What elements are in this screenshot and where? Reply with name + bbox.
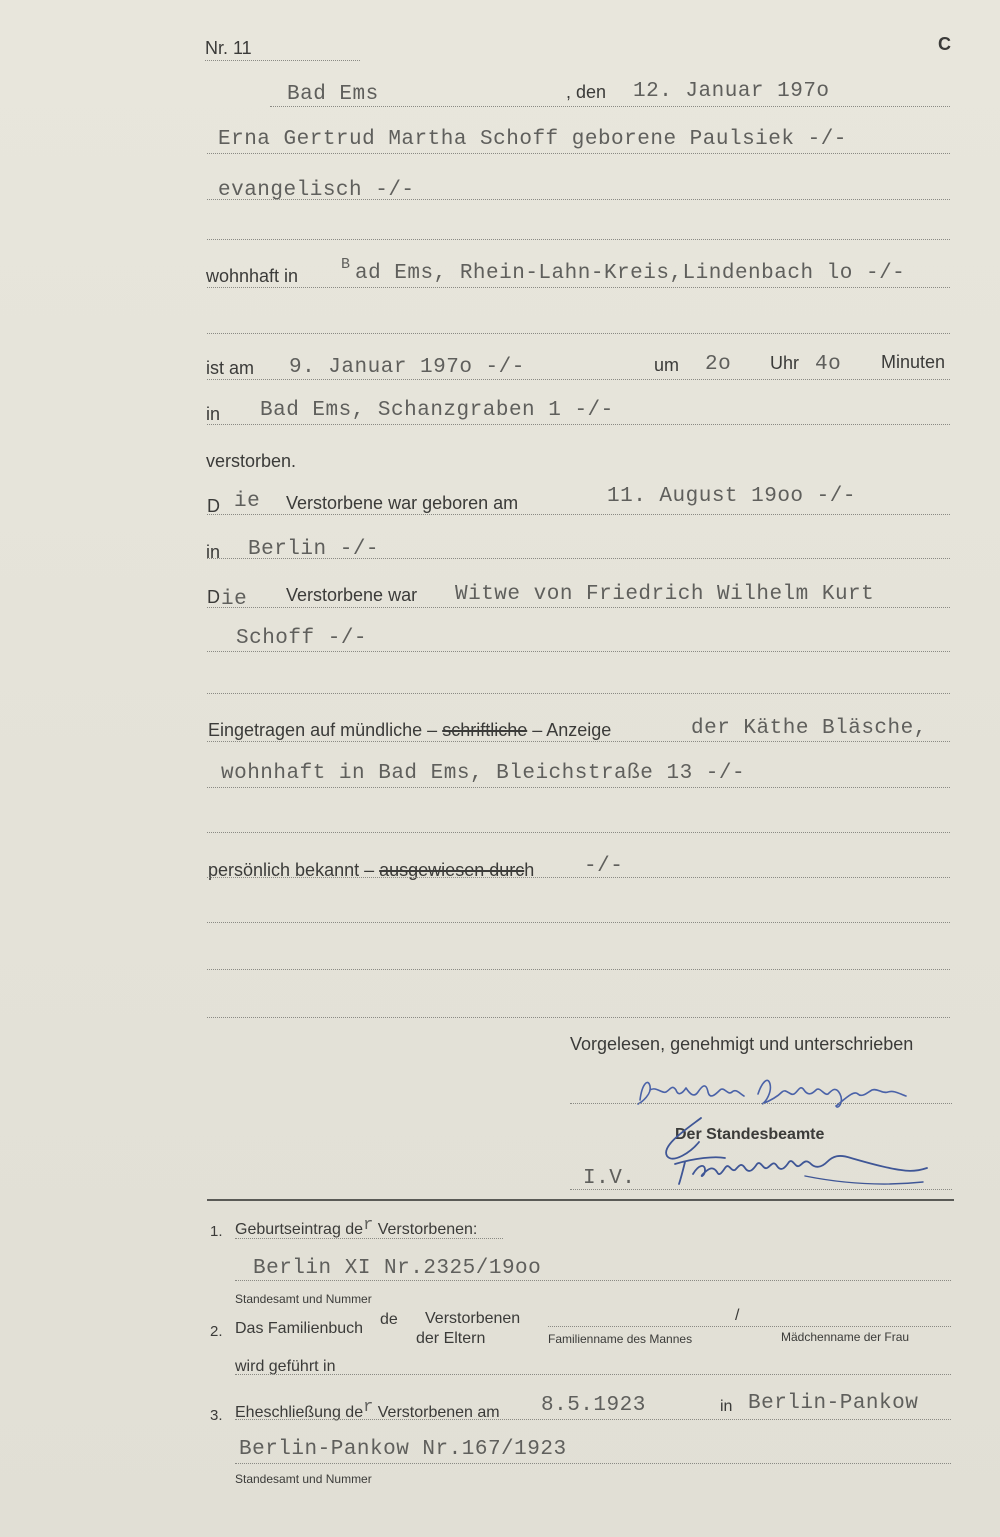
uhr-label: Uhr bbox=[770, 353, 800, 373]
birth-place: Berlin -/- bbox=[248, 538, 380, 561]
report-label bbox=[208, 720, 611, 741]
footer-item3-label-r: r bbox=[363, 1398, 374, 1417]
footer-item2-option-deceased: Verstorbenen bbox=[425, 1310, 521, 1327]
footer-item2-option-parents: der Eltern bbox=[416, 1330, 486, 1347]
marital-d-label: D bbox=[207, 587, 220, 607]
reporter-signature bbox=[632, 1072, 922, 1112]
minuten-label: Minuten bbox=[881, 352, 946, 372]
identity-typed: -/- bbox=[584, 855, 624, 878]
footer-item1-value-line bbox=[235, 1280, 951, 1281]
marriage-place: Berlin-Pankow bbox=[748, 1392, 919, 1415]
footer-item2-label: Das Familienbuch bbox=[235, 1320, 364, 1337]
residence-cap: B bbox=[341, 256, 351, 273]
death-place-line bbox=[207, 424, 950, 425]
identity-label-tail: h bbox=[524, 860, 535, 880]
birth-d-label: D bbox=[207, 496, 220, 516]
footer-item3-label-a: Eheschließung de bbox=[235, 1404, 364, 1421]
death-hour: 2o bbox=[705, 353, 732, 376]
footer-item3-line bbox=[235, 1419, 951, 1420]
footer-item3-in: in bbox=[720, 1398, 733, 1415]
residence-label: wohnhaft in bbox=[206, 266, 299, 286]
registrar-signature-line bbox=[570, 1189, 952, 1190]
registrar-signature bbox=[655, 1112, 935, 1196]
death-date: 9. Januar 197o -/- bbox=[289, 356, 525, 379]
marital-line-2 bbox=[207, 651, 950, 652]
footer-item2-line bbox=[235, 1374, 951, 1375]
registrar-label: Der Standesbeamte bbox=[675, 1126, 825, 1143]
birth-date-line bbox=[207, 514, 950, 515]
marital-line-1 bbox=[207, 607, 950, 608]
marital-label: Verstorbene war bbox=[286, 585, 418, 605]
blank-line-7 bbox=[207, 1017, 950, 1018]
identity-label-part1: persönlich bekannt – bbox=[208, 860, 375, 880]
register-number-text: Nr. 11 bbox=[205, 38, 252, 58]
footer-item3-label-b: Verstorbenen am bbox=[377, 1404, 500, 1421]
report-label-part2: – Anzeige bbox=[532, 720, 612, 740]
blank-line-3 bbox=[207, 693, 950, 694]
footer-item2-name-line bbox=[548, 1326, 951, 1327]
registry-date: 12. Januar 197o bbox=[633, 80, 830, 103]
corner-letter: C bbox=[938, 34, 951, 54]
religion-line bbox=[207, 199, 950, 200]
footer-item2-caption-husband: Familienname des Mannes bbox=[548, 1332, 693, 1346]
footer-item2-de: de bbox=[380, 1311, 398, 1328]
reporter-signature-line bbox=[570, 1103, 952, 1104]
report-label-part1: Eingetragen auf mündliche – bbox=[208, 720, 438, 740]
footer-item1-number: 1. bbox=[210, 1223, 223, 1240]
section-divider bbox=[207, 1199, 954, 1201]
footer-item1-label-r: r bbox=[363, 1216, 374, 1235]
footer-item1-caption: Standesamt und Nummer bbox=[235, 1292, 372, 1306]
iv-label: I.V. bbox=[583, 1167, 636, 1190]
deceased-residence: ad Ems, Rhein-Lahn-Kreis,Lindenbach lo -/- bbox=[355, 262, 906, 285]
identity-label-struck: ausgewiesen durc bbox=[379, 860, 525, 880]
deceased-name: Erna Gertrud Martha Schoff geborene Paulsiek -/- bbox=[218, 128, 847, 151]
birth-place-line bbox=[207, 558, 950, 559]
marital-status-line1: Witwe von Friedrich Wilhelm Kurt bbox=[455, 583, 875, 606]
birth-ie: ie bbox=[234, 490, 261, 513]
footer-item3-label bbox=[235, 1398, 500, 1423]
death-minutes: 4o bbox=[815, 353, 842, 376]
footer-item3-caption: Standesamt und Nummer bbox=[235, 1472, 372, 1486]
footer-item1-label-b: Verstorbenen: bbox=[377, 1221, 478, 1238]
footer-item2-number: 2. bbox=[210, 1323, 223, 1340]
blank-line-2 bbox=[207, 333, 950, 334]
place-date-line bbox=[270, 106, 950, 107]
footer-item2-caption-wife: Mädchenname der Frau bbox=[781, 1330, 910, 1344]
verstorben-label: verstorben. bbox=[206, 451, 297, 471]
blank-line-4 bbox=[207, 832, 950, 833]
footer-item2-slash: / bbox=[735, 1307, 740, 1324]
informant-address: wohnhaft in Bad Ems, Bleichstraße 13 -/- bbox=[221, 762, 746, 785]
identity-line bbox=[207, 877, 950, 878]
death-in-label: in bbox=[206, 404, 221, 424]
report-line-1 bbox=[207, 741, 950, 742]
register-number bbox=[205, 38, 252, 59]
reporter-signature-drawing bbox=[632, 1072, 922, 1112]
read-approved-text: Vorgelesen, genehmigt und unterschrieben bbox=[570, 1034, 914, 1054]
registry-place: Bad Ems bbox=[287, 83, 379, 106]
marital-ie: ie bbox=[221, 588, 248, 611]
birth-entry-value: Berlin XI Nr.2325/19oo bbox=[253, 1257, 542, 1280]
footer-item3-number: 3. bbox=[210, 1407, 223, 1424]
footer-item2-led-in: wird geführt in bbox=[235, 1358, 336, 1375]
blank-line-6 bbox=[207, 969, 950, 970]
birth-date: 11. August 19oo -/- bbox=[607, 485, 856, 508]
informant-name: der Käthe Bläsche, bbox=[691, 717, 927, 740]
footer-item1-label-a: Geburtseintrag de bbox=[235, 1221, 364, 1238]
residence-line bbox=[207, 287, 950, 288]
blank-line-5 bbox=[207, 922, 950, 923]
marriage-date: 8.5.1923 bbox=[541, 1394, 646, 1417]
footer-item1-label-line bbox=[235, 1238, 503, 1239]
footer-item3-value-line bbox=[235, 1463, 951, 1464]
um-label: um bbox=[654, 355, 680, 375]
register-number-line bbox=[205, 60, 360, 61]
ist-am-label: ist am bbox=[206, 358, 255, 378]
blank-line-1 bbox=[207, 239, 950, 240]
birth-in-label: in bbox=[206, 542, 221, 562]
registrar-signature-drawing bbox=[655, 1112, 935, 1196]
name-line bbox=[207, 153, 950, 154]
report-label-struck: schriftliche bbox=[442, 720, 528, 740]
deceased-religion: evangelisch -/- bbox=[218, 179, 415, 202]
death-place: Bad Ems, Schanzgraben 1 -/- bbox=[260, 399, 614, 422]
birth-label: Verstorbene war geboren am bbox=[286, 493, 519, 513]
report-line-2 bbox=[207, 787, 950, 788]
marriage-entry-value: Berlin-Pankow Nr.167/1923 bbox=[239, 1438, 567, 1461]
marital-status-line2: Schoff -/- bbox=[236, 627, 368, 650]
death-date-line bbox=[207, 379, 950, 380]
den-label: , den bbox=[566, 82, 607, 102]
